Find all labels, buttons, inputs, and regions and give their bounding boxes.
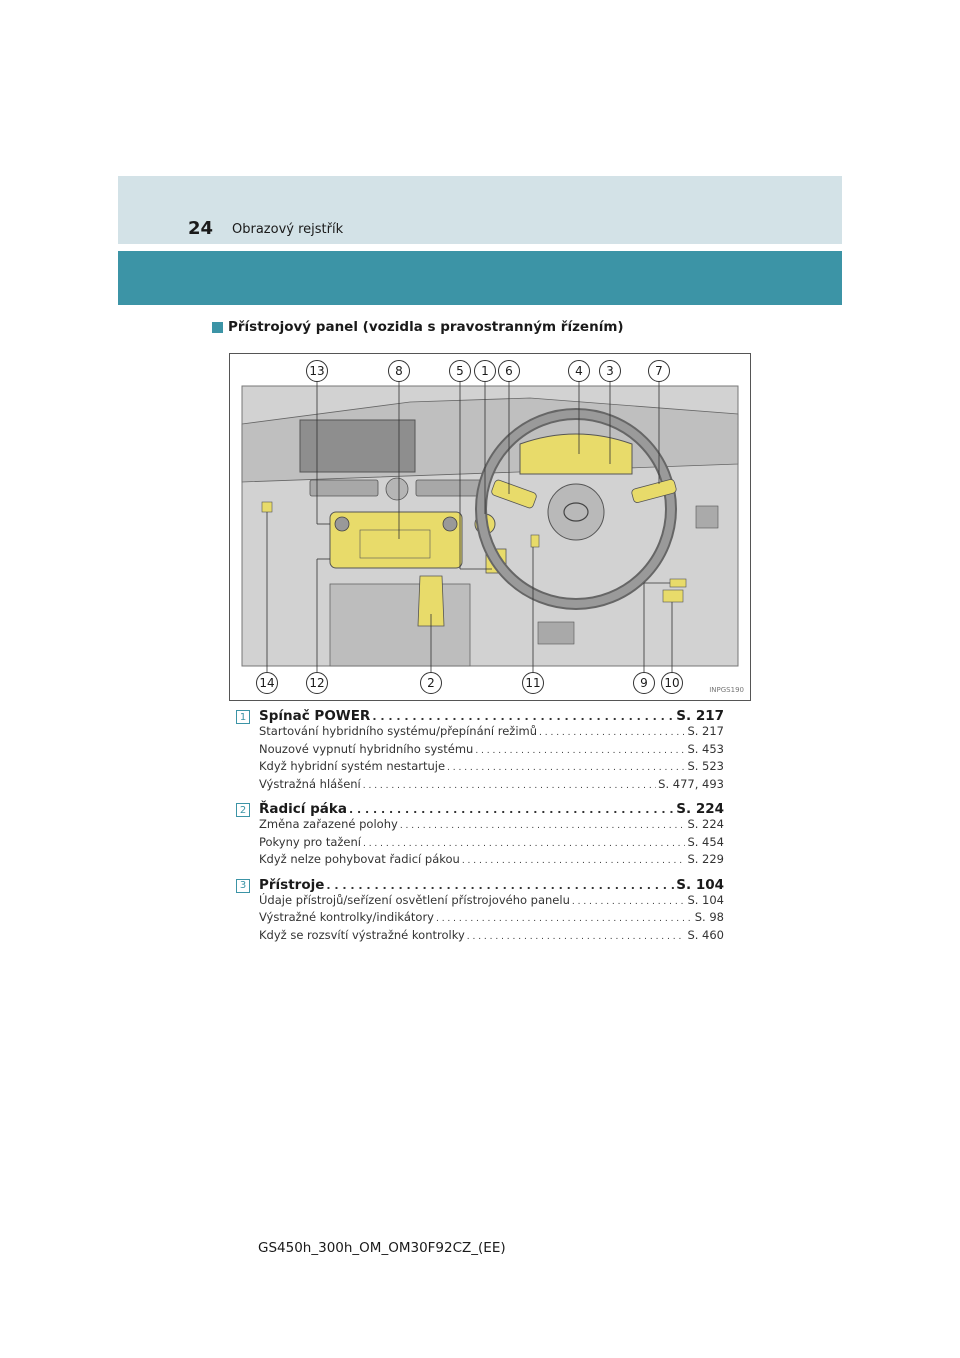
dot-leader	[400, 819, 686, 835]
sub-entry[interactable]	[259, 724, 724, 742]
sub-entry[interactable]	[259, 759, 724, 777]
callout-8: 8	[388, 360, 410, 382]
callout-9: 9	[633, 672, 655, 694]
index-entries	[236, 708, 724, 952]
dot-leader	[326, 879, 674, 892]
sub-entry-page: S. 98	[694, 910, 724, 924]
sub-entry-page: S. 523	[687, 759, 724, 773]
callout-2: 2	[420, 672, 442, 694]
callout-6: 6	[498, 360, 520, 382]
dot-leader	[467, 930, 686, 946]
callout-11: 11	[522, 672, 544, 694]
entry-shift-lever	[236, 801, 724, 870]
sub-entry[interactable]	[259, 777, 724, 795]
entry-page: S. 224	[676, 801, 724, 817]
callout-13: 13	[306, 360, 328, 382]
dot-leader	[372, 710, 674, 723]
sub-entry-text: Když hybridní systém nestartuje	[259, 759, 446, 773]
sub-entry-text: Údaje přístrojů/seřízení osvětlení přístrojového panelu	[259, 892, 570, 907]
sub-entry-page: S. 104	[687, 892, 724, 907]
callout-3: 3	[599, 360, 621, 382]
entry-number: 3	[236, 879, 250, 893]
entry-title-row[interactable]	[259, 877, 724, 893]
sub-entry-page: S. 224	[687, 817, 724, 831]
sub-entry[interactable]	[259, 852, 724, 870]
entry-title: Spínač POWER	[259, 708, 371, 724]
sub-entry-text: Startování hybridního systému/přepínání režimů	[259, 724, 538, 738]
entry-number: 1	[236, 710, 250, 724]
callout-1: 1	[474, 360, 496, 382]
sub-entry-page: S. 217	[687, 724, 724, 738]
callout-14: 14	[256, 672, 278, 694]
callout-4: 4	[568, 360, 590, 382]
entry-gauges	[236, 877, 724, 946]
entry-title-row[interactable]	[259, 801, 724, 817]
dot-leader	[349, 803, 674, 816]
dot-leader	[363, 779, 656, 795]
entry-page: S. 104	[676, 876, 724, 893]
figure-code: INPGS190	[709, 686, 744, 694]
entry-page: S. 217	[676, 708, 724, 724]
sub-entry[interactable]	[259, 910, 724, 928]
dot-leader	[447, 761, 685, 777]
dot-leader	[436, 912, 693, 928]
sub-entry-text: Výstražná hlášení	[259, 776, 361, 791]
dashboard-illustration	[229, 353, 751, 701]
sub-entry-text: Změna zařazené polohy	[259, 817, 398, 831]
sub-entry-page: S. 453	[687, 741, 724, 756]
sub-entry[interactable]	[259, 835, 724, 853]
header-band	[118, 251, 842, 305]
entry-power-switch	[236, 708, 724, 794]
sub-entry-page: S. 477, 493	[658, 776, 724, 791]
dashboard-drawing	[230, 354, 750, 700]
dot-leader	[462, 854, 686, 870]
entry-number: 2	[236, 803, 250, 817]
sub-entry-page: S. 454	[687, 834, 724, 849]
callout-12: 12	[306, 672, 328, 694]
page-number: 24	[188, 218, 214, 239]
sub-entry[interactable]	[259, 817, 724, 835]
header-bar	[118, 176, 842, 244]
sub-entry[interactable]	[259, 742, 724, 760]
dot-leader	[363, 837, 685, 853]
section-heading	[212, 319, 624, 335]
entry-title-row[interactable]	[259, 708, 724, 724]
sub-entry[interactable]	[259, 893, 724, 911]
dot-leader	[539, 726, 685, 742]
sub-entry-text: Výstražné kontrolky/indikátory	[259, 910, 434, 924]
entry-title: Přístroje	[259, 876, 325, 893]
entry-title: Řadicí páka	[259, 801, 347, 817]
callout-10: 10	[661, 672, 683, 694]
callout-5: 5	[449, 360, 471, 382]
section-square-icon	[212, 322, 223, 333]
sub-entry[interactable]	[259, 928, 724, 946]
dot-leader	[475, 744, 685, 760]
dot-leader	[572, 895, 686, 911]
callout-7: 7	[648, 360, 670, 382]
sub-entry-text: Když nelze pohybovat řadicí pákou	[259, 852, 460, 866]
sub-entry-text: Když se rozsvítí výstražné kontrolky	[259, 927, 465, 942]
sub-entry-page: S. 229	[687, 852, 724, 866]
sub-entry-text: Pokyny pro tažení	[259, 834, 361, 849]
sub-entry-text: Nouzové vypnutí hybridního systému	[259, 741, 474, 756]
footer-manual-code: GS450h_300h_OM_OM30F92CZ_(EE)	[258, 1240, 506, 1256]
section-title: Přístrojový panel (vozidla s pravostranným řízením)	[228, 319, 624, 335]
sub-entry-page: S. 460	[687, 927, 724, 942]
header-title: Obrazový rejstřík	[232, 222, 344, 237]
